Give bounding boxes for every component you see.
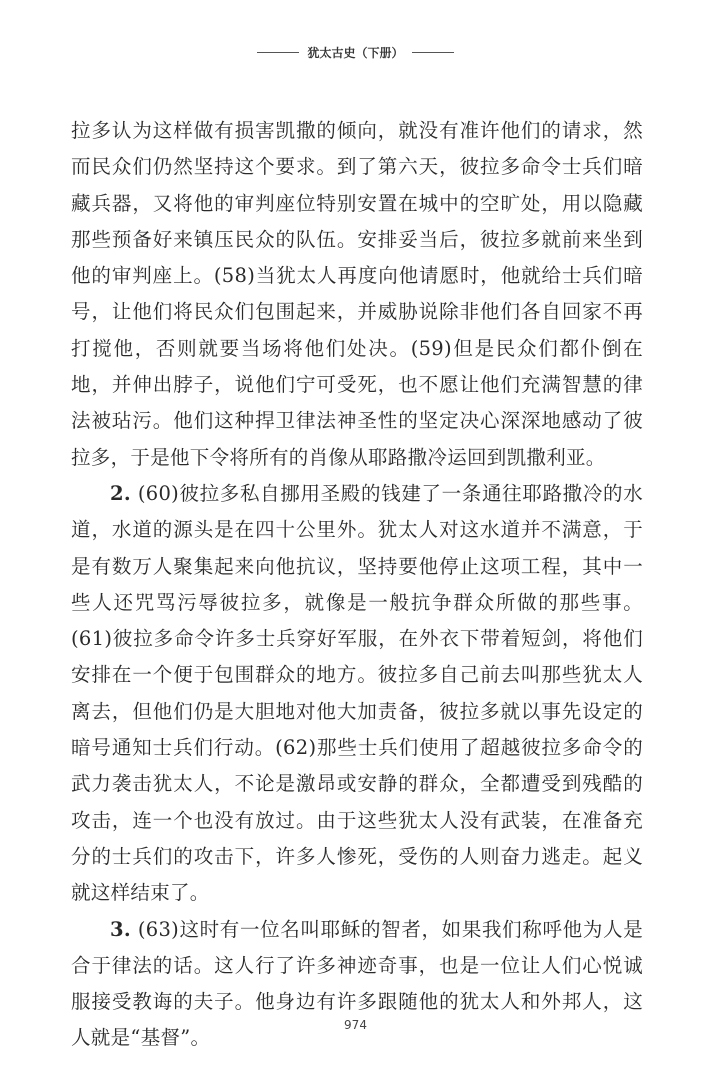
paragraph-2 xyxy=(71,476,643,912)
paragraph-continued xyxy=(71,113,643,476)
page-number: 974 xyxy=(344,1018,367,1032)
header-rule-right xyxy=(412,52,454,53)
paragraph-number: 2. xyxy=(110,481,131,505)
paragraph-text: (60)彼拉多私自挪用圣殿的钱建了一条通往耶路撒冷的水道，水道的源头是在四十公里外。犹太人对这水道并不满意，于是有数万人聚集起来向他抗议，坚持要他停止这项工程，其中一些人还咒骂污辱彼拉多，就像是一般抗争群众所做的那些事。(61)彼拉多命令许多士兵穿好军服，在外衣下带着短剑，将他们安排在一个便于包围群众的地方。彼拉多自己前去叫那些犹太人离去，但他们仍是大胆地对他大加责备，彼拉多就以事先设定的暗号通知士兵们行动。(62)那些士兵们使用了超越彼拉多命令的武力袭击犹太人，不论是激昂或安静的群众，全都遭受到残酷的攻击，连一个也没有放过。由于这些犹太人没有武装，在准备充分的士兵们的攻击下，许多人惨死，受伤的人则奋力逃走。起义就这样结束了。 xyxy=(71,481,643,905)
paragraph-number: 3. xyxy=(110,917,131,941)
header-rule-left xyxy=(257,52,299,53)
paragraph-text: 拉多认为这样做有损害凯撒的倾向，就没有准许他们的请求，然而民众们仍然坚持这个要求。到了第六天，彼拉多命令士兵们暗藏兵器，又将他的审判座位特别安置在城中的空旷处，用以隐藏那些预备好来镇压民众的队伍。安排妥当后，彼拉多就前来坐到他的审判座上。(58)当犹太人再度向他请愿时，他就给士兵们暗号，让他们将民众们包围起来，并威胁说除非他们各自回家不再打搅他，否则就要当场将他们处决。(59)但是民众们都仆倒在地，并伸出脖子，说他们宁可受死，也不愿让他们充满智慧的律法被玷污。他们这种捍卫律法神圣性的坚定决心深深地感动了彼拉多，于是他下令将所有的肖像从耶路撒冷运回到凯撒利亚。 xyxy=(71,119,643,469)
header-title: 犹太古史（下册） xyxy=(307,46,404,60)
body-text xyxy=(71,113,643,1057)
running-header xyxy=(0,44,711,61)
paragraph-text: (63)这时有一位名叫耶稣的智者，如果我们称呼他为人是合于律法的话。这人行了许多神迹奇事，也是一位让人们心悦诚服接受教诲的夫子。他身边有许多跟随他的犹太人和外邦人，这人就是“基督”。 xyxy=(71,917,643,1050)
paragraph-3 xyxy=(71,912,643,1057)
